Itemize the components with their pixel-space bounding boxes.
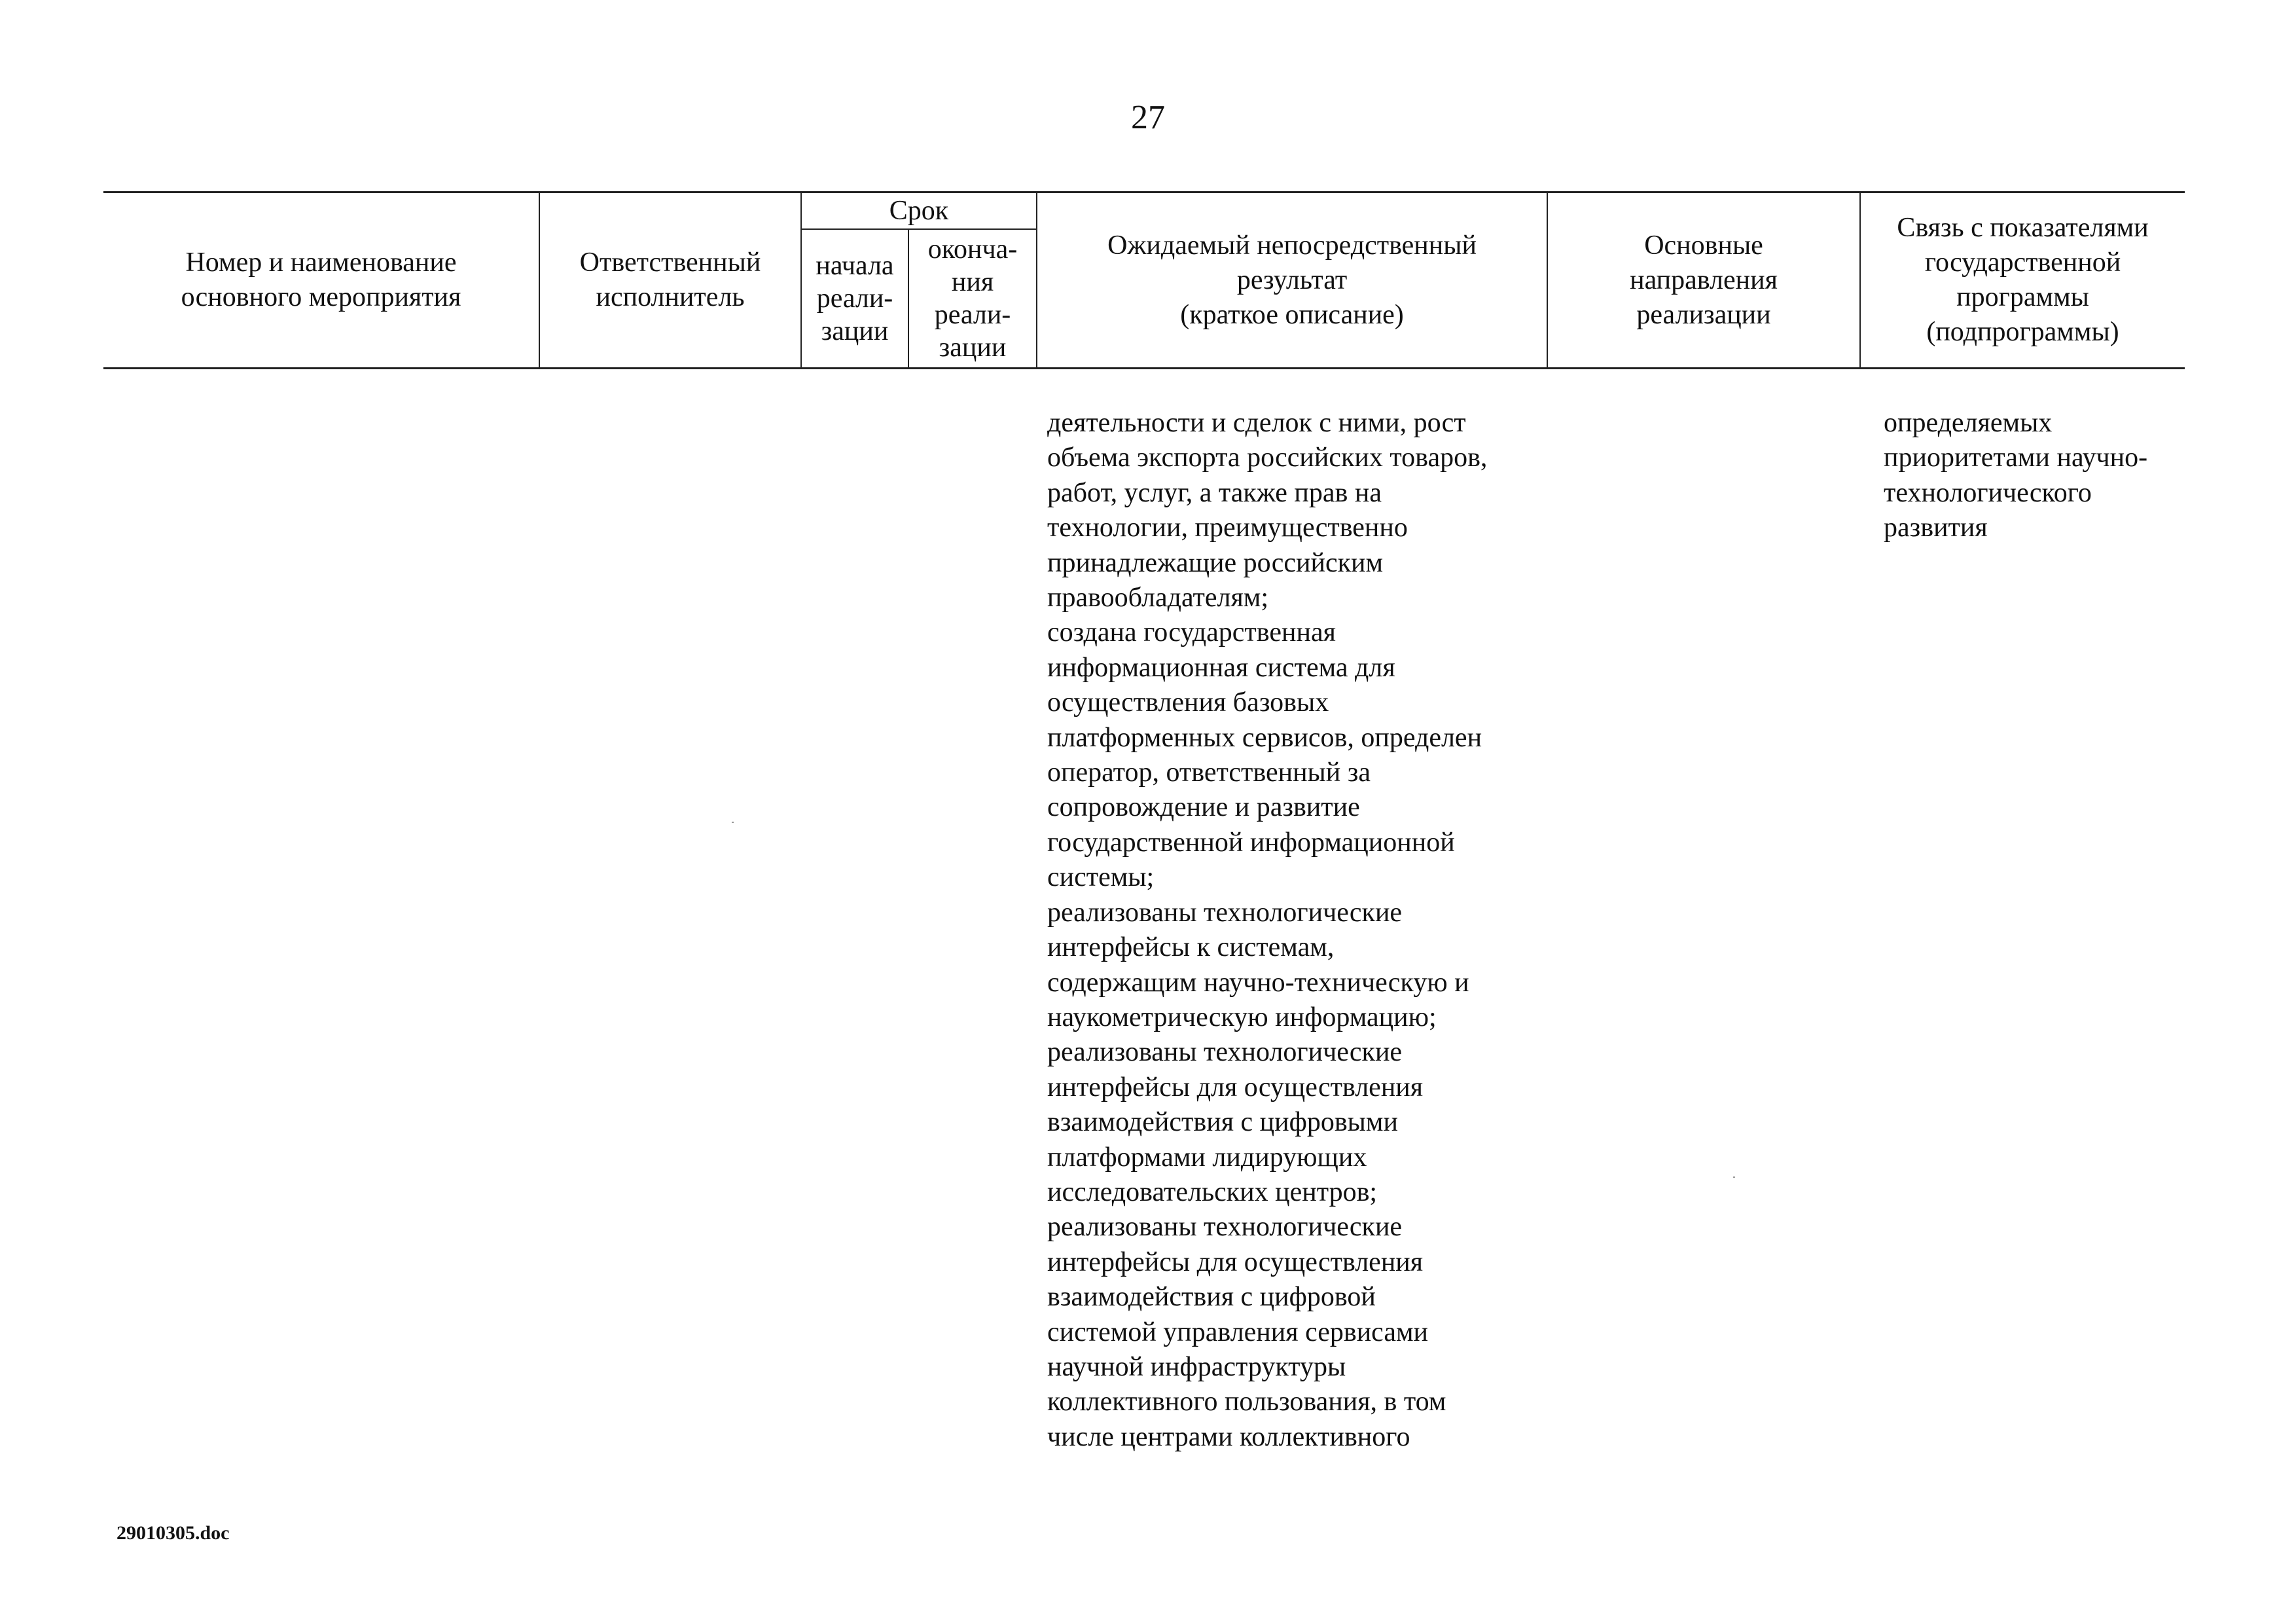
header-link-line-2: государственной <box>1924 247 2121 278</box>
header-term-end-col <box>908 229 1037 369</box>
result-text-line: принадлежащие российским <box>1047 547 1384 578</box>
header-directions-col <box>1547 192 1860 369</box>
result-text-line: информационная система для <box>1047 652 1395 683</box>
result-text-line: системой управления сервисами <box>1047 1317 1429 1347</box>
header-term-col: Срок <box>801 192 1037 230</box>
link-text-line: приоритетами научно- <box>1884 443 2148 473</box>
result-text-line: объема экспорта российских товаров, <box>1047 443 1488 473</box>
result-text-line: системы; <box>1047 862 1155 893</box>
result-text-line: платформами лидирующих <box>1047 1142 1367 1173</box>
header-directions-line-3: реализации <box>1636 299 1771 330</box>
header-name-line-2: основного мероприятия <box>181 282 461 312</box>
result-text-line: научной инфраструктуры <box>1047 1351 1346 1382</box>
result-text-line: технологии, преимущественно <box>1047 513 1408 543</box>
header-result-line-3: (краткое описание) <box>1180 299 1404 330</box>
header-link-line-3: программы <box>1956 282 2089 312</box>
result-text-line: создана государственная <box>1047 617 1336 648</box>
header-name-col <box>103 192 539 369</box>
result-text-line: платформенных сервисов, определен <box>1047 722 1482 753</box>
result-text-line: реализованы технологические <box>1047 1212 1403 1243</box>
header-executor-col <box>539 192 801 369</box>
result-text-line: содержащим научно-техническую и <box>1047 967 1469 998</box>
header-name-line-1: Номер и наименование <box>185 247 457 278</box>
header-start-line-3: зации <box>821 316 889 346</box>
link-text-line: технологического <box>1884 477 2092 508</box>
table-header <box>103 191 2185 369</box>
result-text-line: интерфейсы к системам, <box>1047 932 1335 963</box>
header-link-line-1: Связь с показателями <box>1897 213 2149 243</box>
scan-speck <box>732 822 734 823</box>
result-text-line: сопровождение и развитие <box>1047 792 1360 823</box>
header-link-line-4: (подпрограммы) <box>1926 317 2119 347</box>
result-text-line: осуществления базовых <box>1047 687 1329 718</box>
result-text-line: реализованы технологические <box>1047 897 1403 928</box>
result-text-line: коллективного пользования, в том <box>1047 1387 1446 1417</box>
header-end-line-2: ния <box>951 267 994 297</box>
link-text-line: развития <box>1884 513 1988 543</box>
result-text-line: государственной информационной <box>1047 827 1455 858</box>
result-text-line: числе центрами коллективного <box>1047 1421 1410 1452</box>
header-result-col <box>1037 192 1547 369</box>
header-directions-line-2: направления <box>1630 264 1778 295</box>
link-text-line: определяемых <box>1884 408 2053 438</box>
result-text-line: работ, услуг, а также прав на <box>1047 477 1382 508</box>
result-text-line: правообладателям; <box>1047 583 1269 613</box>
footer-filename: 29010305.doc <box>117 1522 230 1544</box>
header-start-line-1: начала <box>816 251 894 281</box>
page-number: 27 <box>1131 99 1165 136</box>
header-start-line-2: реали- <box>816 283 893 314</box>
result-text-line: наукометрическую информацию; <box>1047 1002 1437 1032</box>
header-result-line-2: результат <box>1236 264 1348 295</box>
result-text-line: реализованы технологические <box>1047 1037 1403 1068</box>
result-text-line: интерфейсы для осуществления <box>1047 1247 1424 1277</box>
header-executor-line-1: Ответственный <box>579 247 761 278</box>
scan-speck <box>1733 1176 1735 1178</box>
header-end-line-4: зации <box>939 333 1007 363</box>
header-link-col <box>1860 192 2185 369</box>
header-executor-line-2: исполнитель <box>596 282 745 312</box>
result-text-line: деятельности и сделок с ними, рост <box>1047 408 1466 438</box>
result-text-line: интерфейсы для осуществления <box>1047 1072 1424 1103</box>
result-text-line: исследовательских центров; <box>1047 1176 1378 1207</box>
result-text-line: взаимодействия с цифровой <box>1047 1282 1376 1313</box>
result-text-line: взаимодействия с цифровыми <box>1047 1107 1398 1138</box>
header-directions-line-1: Основные <box>1644 230 1763 261</box>
result-description-text <box>1047 406 1545 1455</box>
header-end-line-1: оконча- <box>927 234 1018 264</box>
indicator-link-text <box>1884 406 2191 546</box>
header-end-line-3: реали- <box>934 300 1011 330</box>
header-result-line-1: Ожидаемый непосредственный <box>1107 230 1477 261</box>
header-term-start-col <box>801 229 908 369</box>
table-header-wrapper <box>103 191 2185 369</box>
result-text-line: оператор, ответственный за <box>1047 757 1371 788</box>
